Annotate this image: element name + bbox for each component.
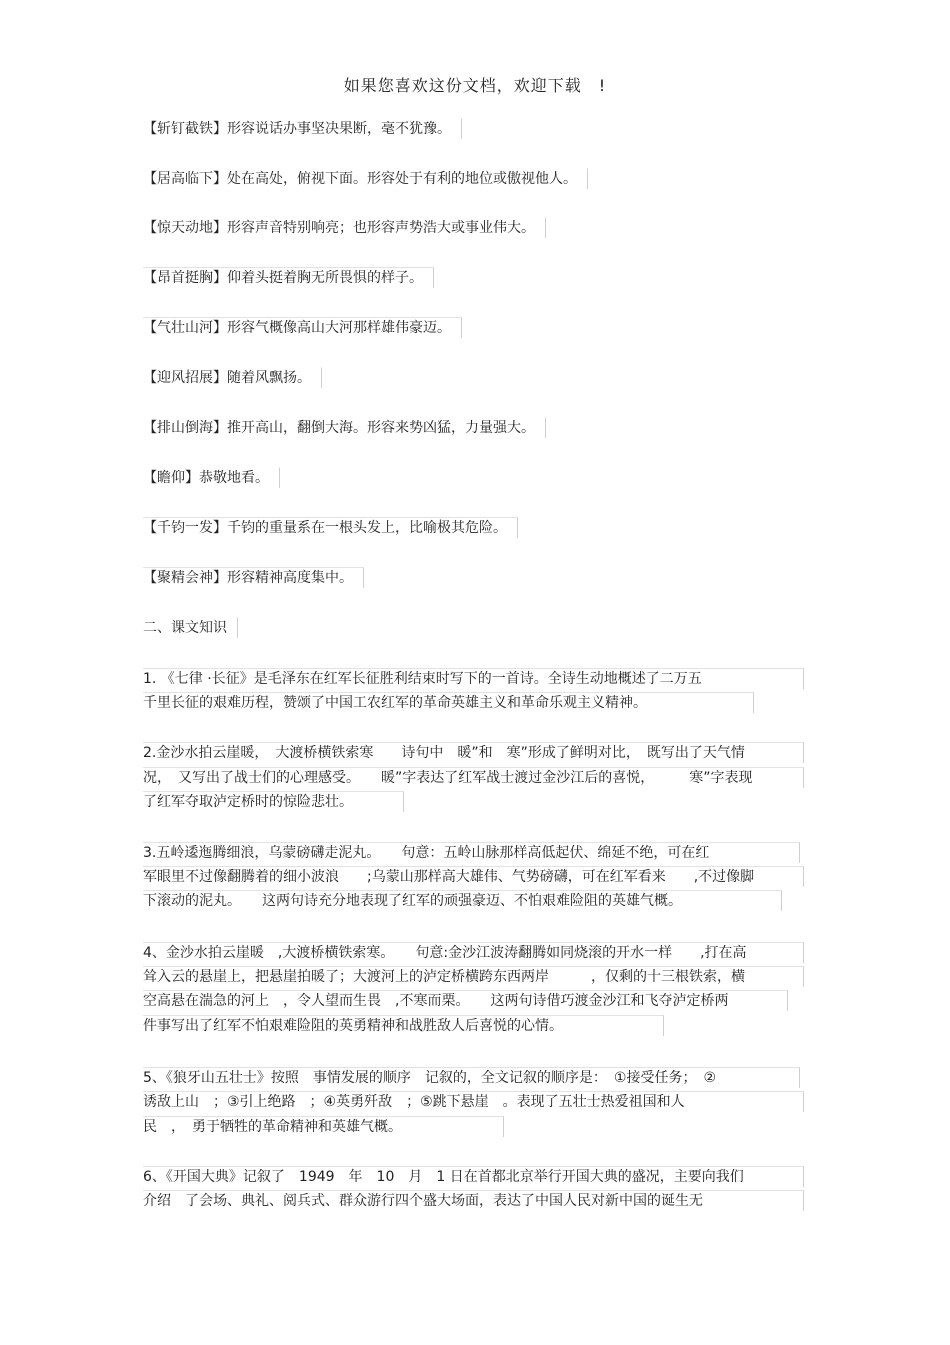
idiom-entry: 【斩钉截铁】形容说话办事坚决果断，毫不犹豫。 [143, 118, 462, 139]
knowledge-line: 6、《开国大典》记叙了 1949 年 10 月 1 日在首都北京举行开国大典的盛况，主要向我们 [143, 1166, 804, 1187]
knowledge-line: 了红军夺取泸定桥时的惊险悲壮。 [143, 791, 404, 812]
section-title: 二、课文知识 [143, 617, 238, 638]
knowledge-line: 件事写出了红军不怕艰难险阻的英勇精神和战胜敌人后喜悦的心情。 [143, 1015, 664, 1036]
knowledge-line: 军眼里不过像翻腾着的细小波浪 ;乌蒙山那样高大雄伟、气势磅礴，可在红军看来 ,不过像脚 [143, 866, 804, 887]
knowledge-line: 2.金沙水拍云崖暖， 大渡桥横铁索寒 诗句中 暖”和 寒”形成了鲜明对比， 既写出了天气情 [143, 742, 804, 763]
knowledge-line: 下滚动的泥丸。 这两句诗充分地表现了红军的顽强豪迈、不怕艰难险阻的英雄气概。 [143, 890, 782, 911]
idiom-entry: 【迎风招展】随着风飘扬。 [143, 367, 322, 388]
idiom-entry: 【聚精会神】形容精神高度集中。 [143, 567, 364, 588]
idiom-entry: 【瞻仰】恭敬地看。 [143, 467, 280, 488]
knowledge-line: 空高悬在湍急的河上 ，令人望而生畏 ,不寒而栗。 这两句诗借巧渡金沙江和飞夺泸定桥两 [143, 990, 788, 1011]
knowledge-line: 5、《狼牙山五壮士》按照 事情发展的顺序 记叙的，全文记叙的顺序是： ①接受任务； ② [143, 1067, 800, 1088]
knowledge-line: 耸入云的悬崖上，把悬崖拍暖了；大渡河上的泸定桥横跨东西两岸 ，仅剩的十三根铁索，横 [143, 966, 804, 987]
idiom-entry: 【气壮山河】形容气概像高山大河那样雄伟豪迈。 [143, 317, 462, 338]
knowledge-line: 民 ， 勇于牺牲的革命精神和英雄气概。 [143, 1116, 504, 1137]
knowledge-line: 介绍 了会场、典礼、阅兵式、群众游行四个盛大场面，表达了中国人民对新中国的诞生无 [143, 1190, 804, 1211]
idiom-entry: 【排山倒海】推开高山，翻倒大海。形容来势凶猛，力量强大。 [143, 417, 546, 438]
page-header: 如果您喜欢这份文档，欢迎下载 ! [343, 76, 607, 95]
knowledge-line: 3.五岭逶迤腾细浪，乌蒙磅礴走泥丸。 句意：五岭山脉那样高低起伏、绵延不绝，可在红 [143, 842, 800, 863]
knowledge-line: 况， 又写出了战士们的心理感受。 暖”字表达了红军战士渡过金沙江后的喜悦， 寒”字表现 [143, 767, 804, 788]
idiom-entry: 【千钧一发】千钧的重量系在一根头发上，比喻极其危险。 [143, 517, 518, 538]
idiom-entry: 【居高临下】处在高处，俯视下面。形容处于有利的地位或傲视他人。 [143, 168, 588, 189]
knowledge-line: 4、金沙水拍云崖暖 ,大渡桥横铁索寒。 句意:金沙江波涛翻腾如同烧滚的开水一样 ,打在高 [143, 942, 804, 963]
idiom-entry: 【昂首挺胸】仰着头挺着胸无所畏惧的样子。 [143, 267, 434, 288]
knowledge-line: 1. 《七律 ·长征》是毛泽东在红军长征胜利结束时写下的一首诗。全诗生动地概述了二万五 [143, 668, 804, 689]
knowledge-line: 诱敌上山 ；③引上绝路 ；④英勇歼敌 ；⑤跳下悬崖 。表现了五壮士热爱祖国和人 [143, 1091, 804, 1112]
idiom-entry: 【惊天动地】形容声音特别响亮；也形容声势浩大或事业伟大。 [143, 217, 546, 238]
knowledge-line: 千里长征的艰难历程，赞颂了中国工农红军的革命英雄主义和革命乐观主义精神。 [143, 692, 754, 713]
